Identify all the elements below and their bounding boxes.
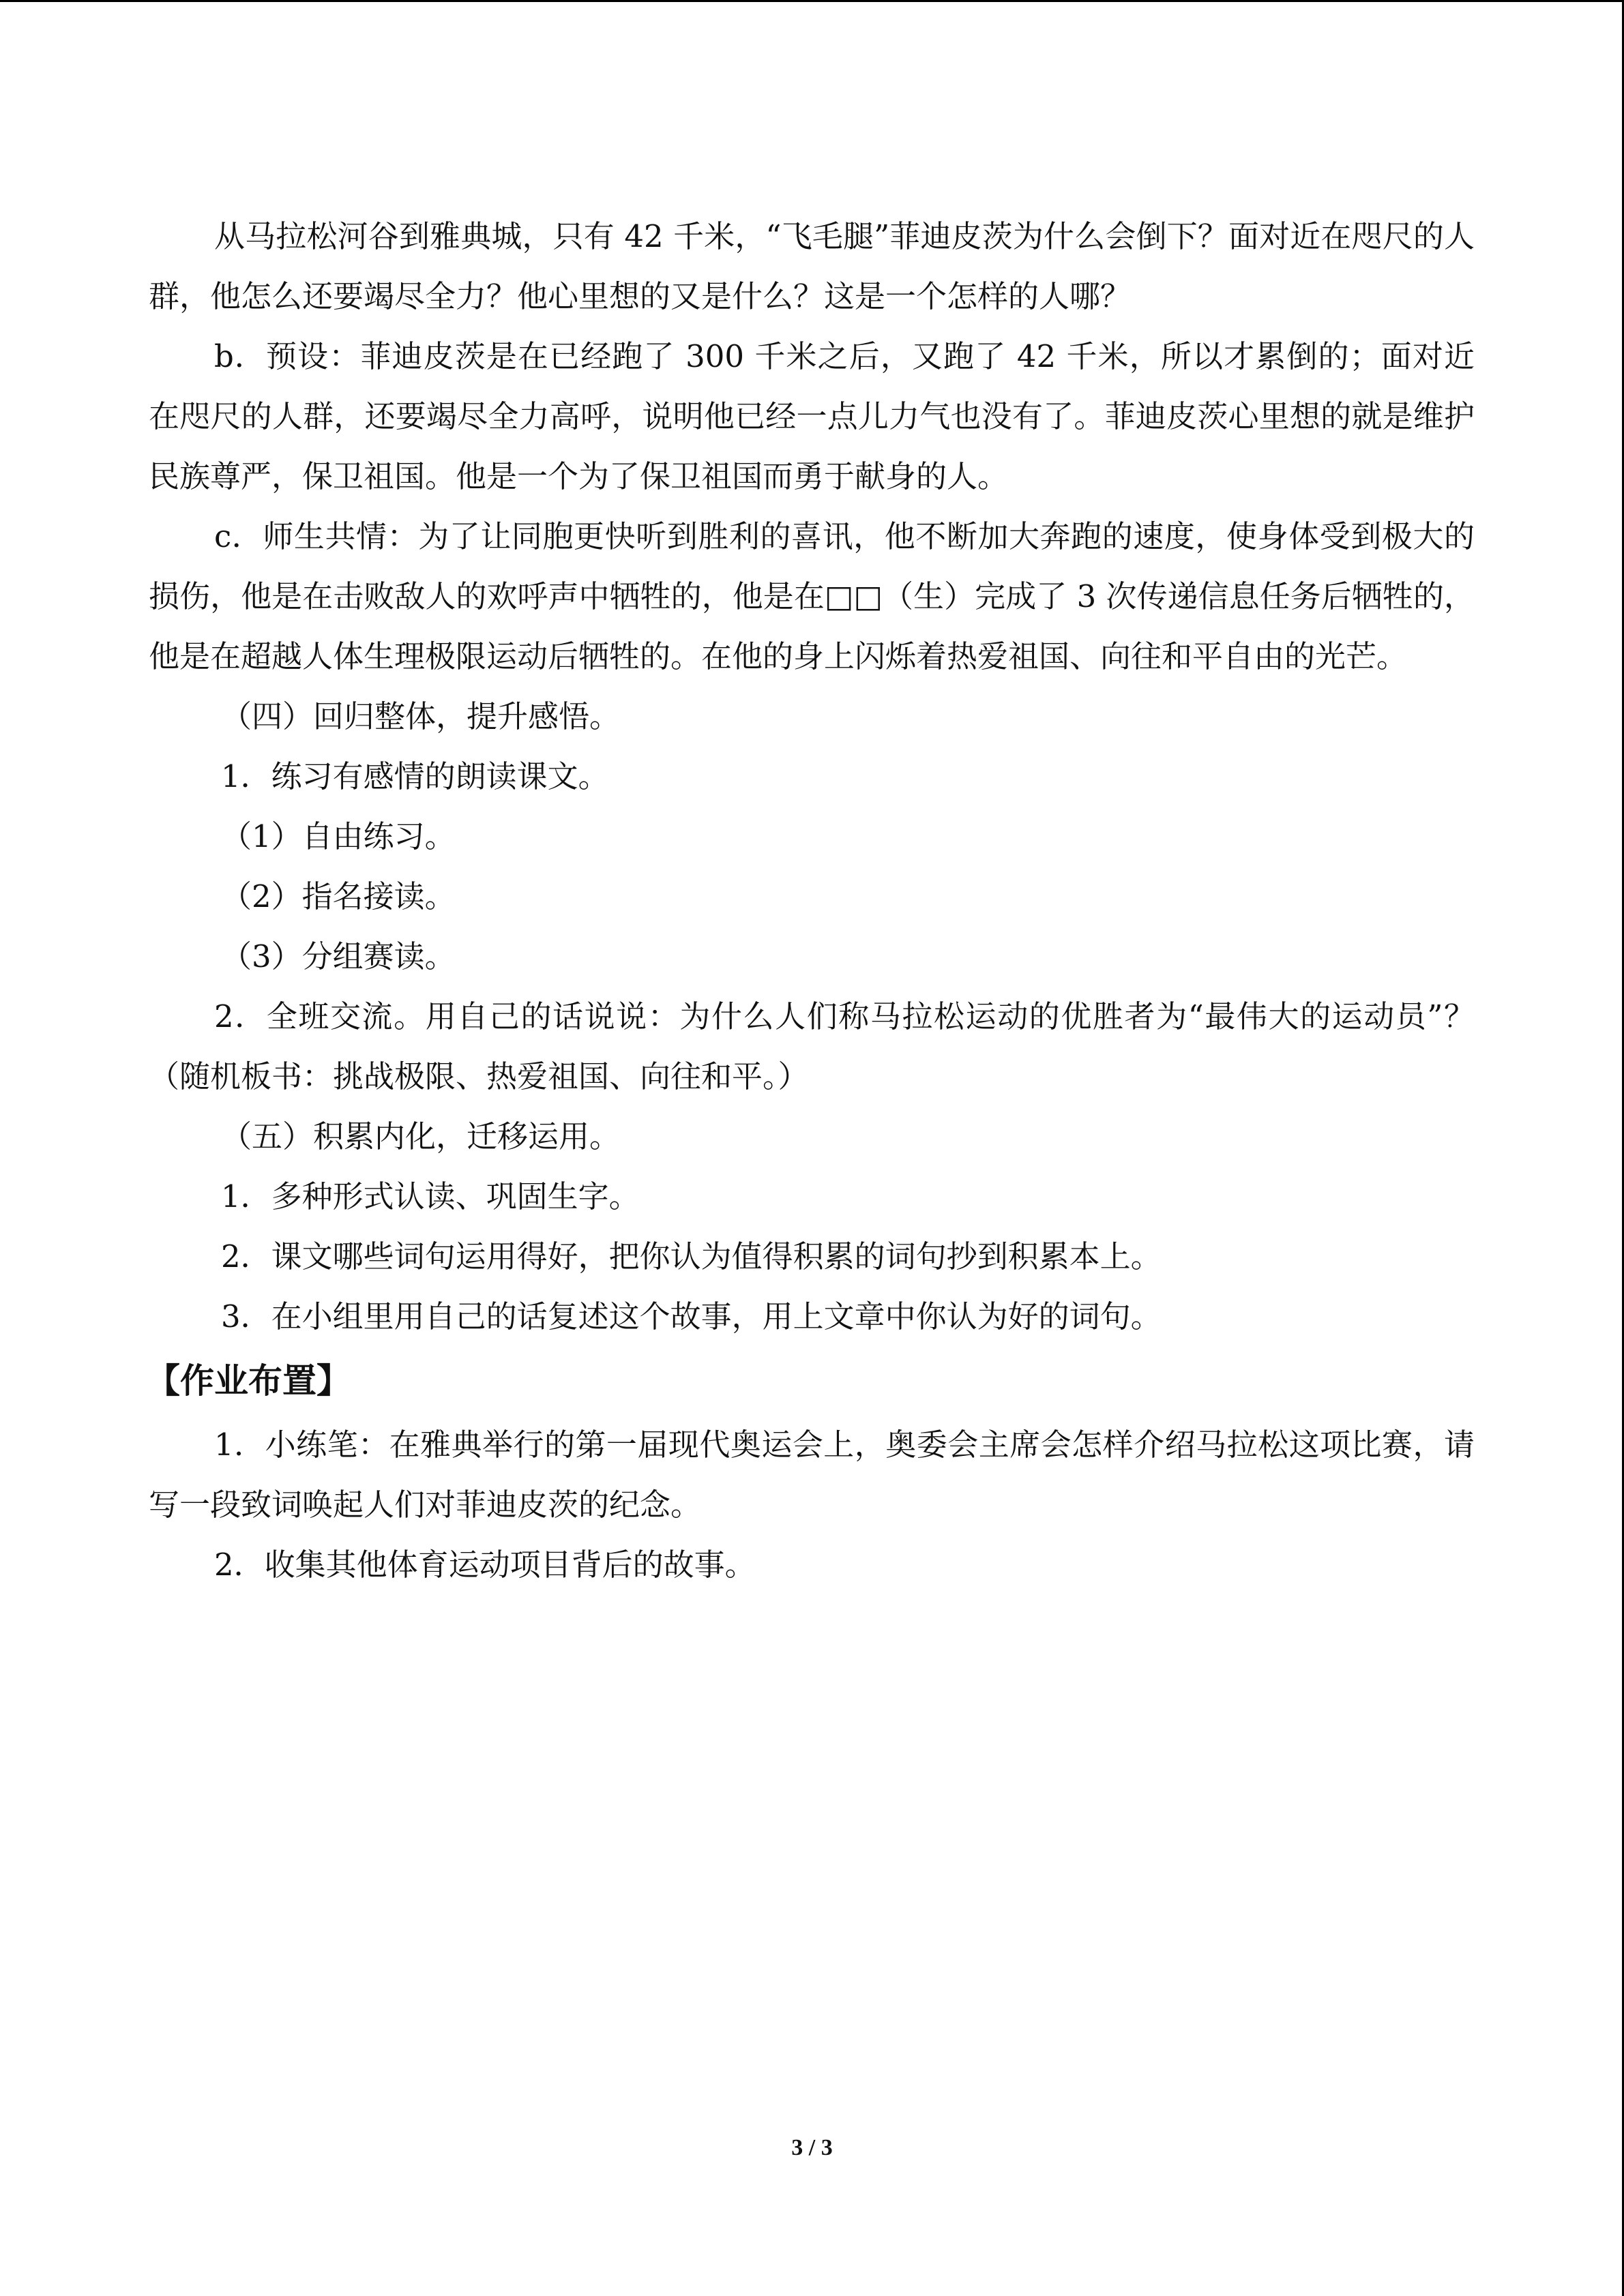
homework-item: 2．收集其他体育运动项目背后的故事。 [214, 1547, 756, 1583]
homework-heading: 【作业布置】 [146, 1361, 351, 1401]
paragraph-empathy-c: c．师生共情：为了让同胞更快听到胜利的喜讯，他不断加大奔跑的速度，使身体受到极大的损伤，他是在击败敌人的欢呼声中牺牲的，他是在□□（生）完成了 3 次传递信息任务后牺牲的，他是在超越人体生理极限运动后牺牲的。在他的身上闪烁着热爱祖国、向往和平自由的光芒。 [149, 518, 1475, 674]
list-item: （3）分组赛读。 [221, 938, 456, 974]
section-heading-five: （五）积累内化，迁移运用。 [221, 1118, 621, 1154]
list-item: （1）自由练习。 [221, 818, 456, 854]
section-heading-four: （四）回归整体，提升感悟。 [221, 698, 621, 734]
paragraph-preset-b: b．预设：菲迪皮茨是在已经跑了 300 千米之后，又跑了 42 千米，所以才累倒的；面对近在咫尺的人群，还要竭尽全力高呼，说明他已经一点儿力气也没有了。菲迪皮茨心里想的就是维护民族尊严，保卫祖国。他是一个为了保卫祖国而勇于献身的人。 [149, 338, 1475, 494]
homework-item: 1．小练笔：在雅典举行的第一届现代奥运会上，奥委会主席会怎样介绍马拉松这项比赛，请写一段致词唤起人们对菲迪皮茨的纪念。 [149, 1427, 1475, 1523]
paragraph-question: 从马拉松河谷到雅典城，只有 42 千米，“飞毛腿”菲迪皮茨为什么会倒下？面对近在咫尺的人群，他怎么还要竭尽全力？他心里想的又是什么？这是一个怎样的人哪？ [149, 218, 1475, 314]
document-body [146, 207, 1475, 1595]
list-item: 1．多种形式认读、巩固生字。 [221, 1178, 640, 1214]
list-item: （2）指名接读。 [221, 878, 456, 914]
list-item: 3．在小组里用自己的话复述这个故事，用上文章中你认为好的词句。 [221, 1298, 1162, 1335]
list-item: 2．全班交流。用自己的话说说：为什么人们称马拉松运动的优胜者为“最伟大的运动员”？（随机板书：挑战极限、热爱祖国、向往和平。） [149, 998, 1475, 1094]
page-number: 3 / 3 [791, 2135, 833, 2160]
list-item: 2．课文哪些词句运用得好，把你认为值得积累的词句抄到积累本上。 [221, 1238, 1162, 1274]
list-item: 1．练习有感情的朗读课文。 [221, 758, 609, 794]
